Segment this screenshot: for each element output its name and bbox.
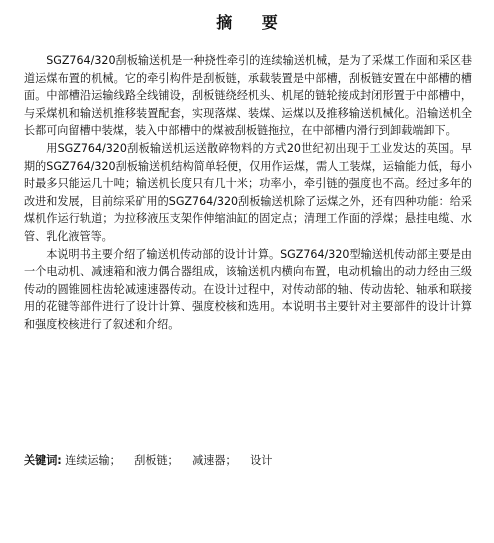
page-title: 摘 要 <box>216 13 290 32</box>
abstract-paragraph-3: 本说明书主要介绍了输送机传动部的设计计算。SGZ764/320型输送机传动部主要是由一个电动机、减速箱和液力偶合器组成，该输送机内横向布置，电动机输出的动力经由三级传动的圆锥圆柱齿轮减速速器传动。在设计过程中，对传动部的轴、传动齿轮、轴承和联接用的花键等部件进行了设计计算、强度校核和选用。本说明书主要针对主要部件的设计计算和强度校核进行了叙述和介绍。 <box>24 247 472 331</box>
abstract-paragraph-2: 用SGZ764/320刮板输送机运送散碎物料的方式20世纪初出现于工业发达的英国。早期的SGZ764/320刮板输送机结构简单轻便，仅用作运煤，需人工装煤，运输能力低，每小时最多只能运几十吨；输送机长度只有几十米；功率小，牵引链的强度也不高。经过多年的改进和发展，目前综采矿用的SGZ764/320刮板输送机除了运煤之外，还有四种功能：给采煤机作运行轨道；为拉移液压支架作伸缩油缸的固定点；清理工作面的浮煤；悬挂电缆、水管、乳化液管等。 <box>24 141 472 243</box>
keyword-3: 减速器； <box>192 454 237 467</box>
keyword-1: 连续运输； <box>65 454 121 467</box>
keywords-label: 关键词: <box>24 454 62 467</box>
keyword-2: 刮板链； <box>134 454 179 467</box>
keyword-4: 设计 <box>250 454 273 467</box>
abstract-paragraph-1: SGZ764/320刮板输送机是一种挠性牵引的连续输送机械，是为了采煤工作面和采区巷道运煤布置的机械。它的牵引构件是刮板链，承载装置是中部槽，刮板链安置在中部槽的槽面。中部槽沿运输线路全线铺设，刮板链绕经机头、机尾的链轮接成封闭形置于中部槽中，与采煤机和输送机推移装置配套，实现落煤、装煤、运煤以及推移输送机械化。沿输送机全长都可向留槽中装煤，装入中部槽中的煤被刮板链拖拉，在中部槽内滑行到卸载端卸下。 <box>24 54 472 138</box>
keywords-line <box>24 452 472 469</box>
abstract-body <box>24 52 472 334</box>
